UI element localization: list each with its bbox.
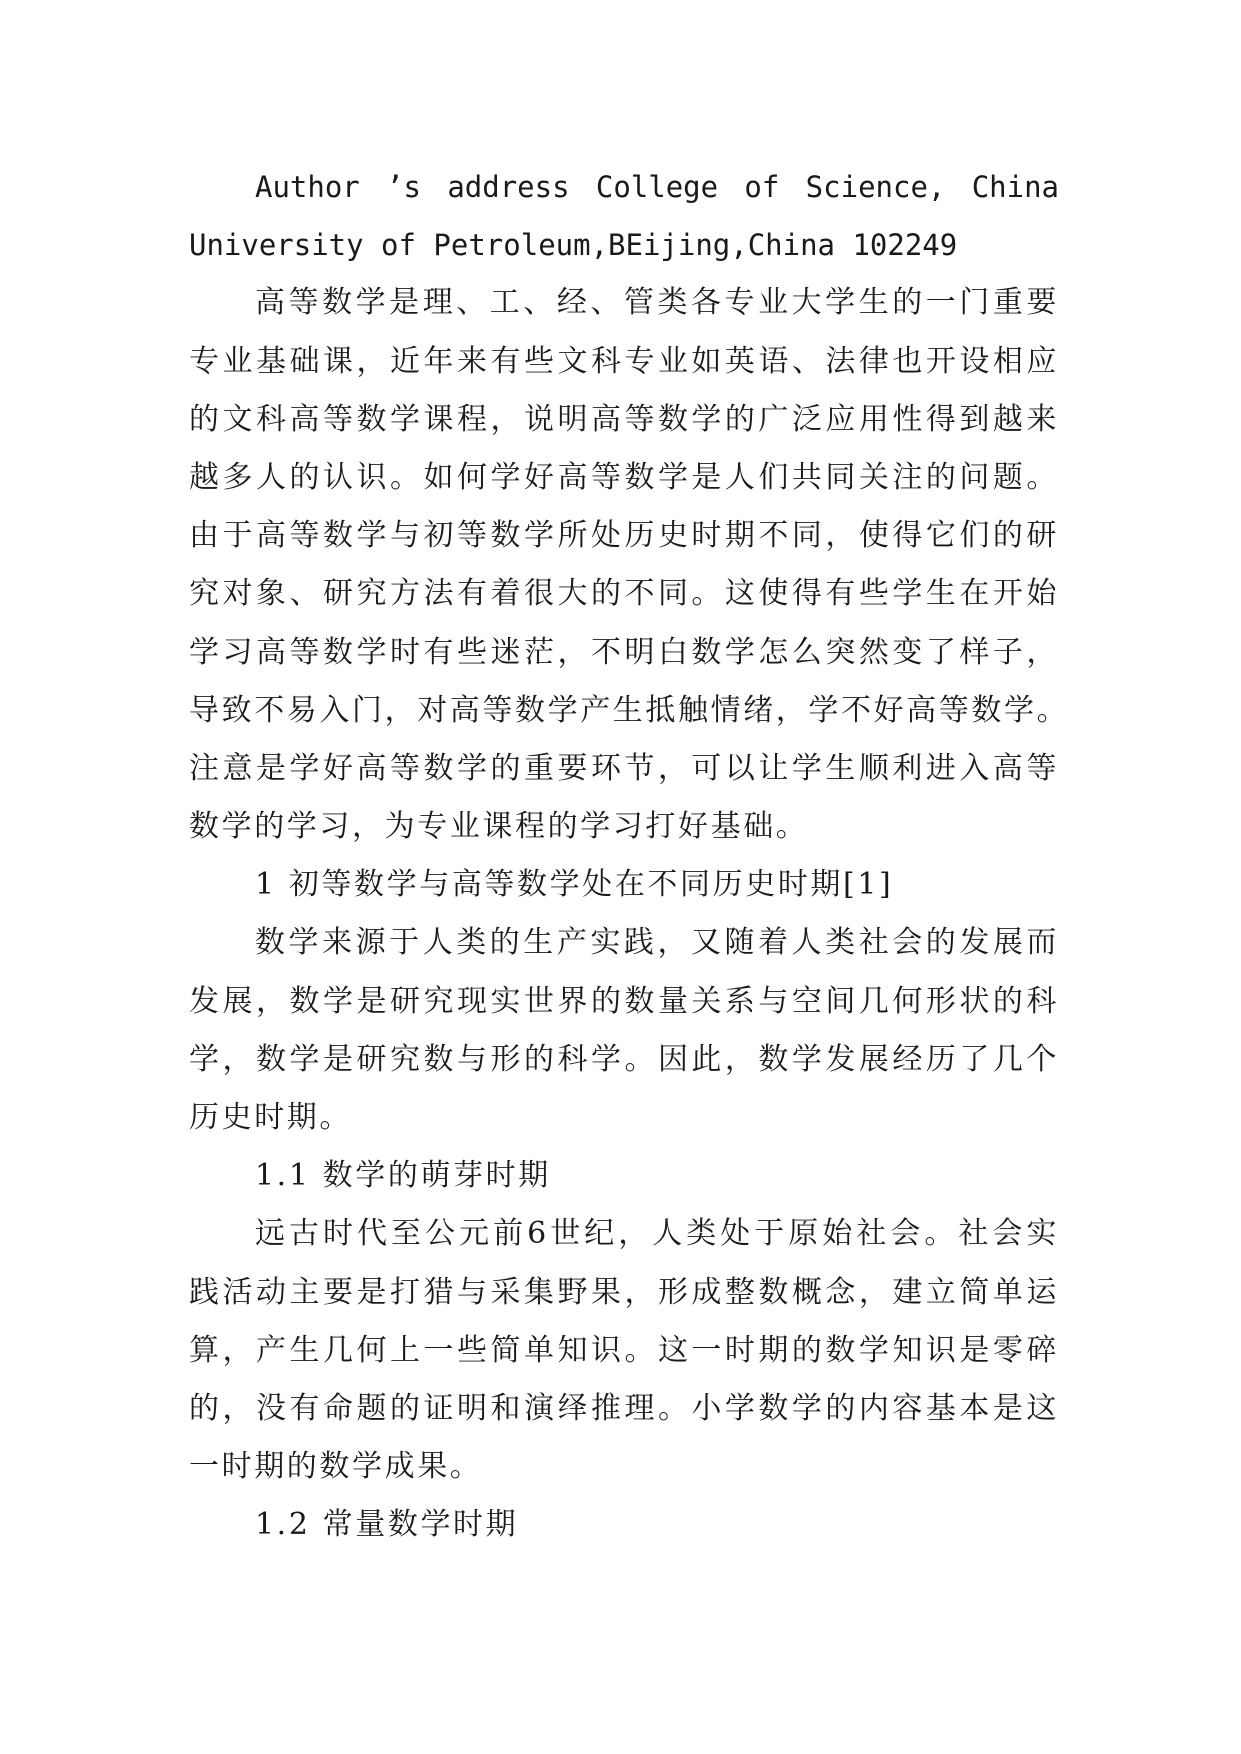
- paragraph-section1-1-line-4: 的，没有命题的证明和演绎推理。小学数学的内容基本是这: [189, 1390, 1059, 1426]
- section-heading-1: 1 初等数学与高等数学处在不同历史时期[1]: [255, 867, 894, 903]
- author-address-line-2: University of Petroleum,BEijing,China 102249: [189, 228, 958, 263]
- paragraph-intro-line-7: 学习高等数学时有些迷茫，不明白数学怎么突然变了样子，: [189, 634, 1059, 670]
- section-heading-1-2: 1.2 常量数学时期: [255, 1507, 519, 1543]
- paragraph-section1-1-line-1: 远古时代至公元前6世纪，人类处于原始社会。社会实: [255, 1216, 1059, 1252]
- paragraph-intro-line-4: 越多人的认识。如何学好高等数学是人们共同关注的问题。: [189, 459, 1059, 495]
- paragraph-section1-line-4: 历史时期。: [189, 1100, 352, 1135]
- paragraph-intro-line-1: 高等数学是理、工、经、管类各专业大学生的一门重要: [255, 285, 1059, 321]
- paragraph-intro-line-5: 由于高等数学与初等数学所处历史时期不同，使得它们的研: [189, 518, 1059, 554]
- paragraph-intro-line-2: 专业基础课，近年来有些文科专业如英语、法律也开设相应: [189, 343, 1059, 379]
- paragraph-intro-line-8: 导致不易入门，对高等数学产生抵触情绪，学不好高等数学。: [189, 692, 1070, 728]
- document-body: [189, 158, 1070, 1555]
- author-address-line-1: Author ’s address College of Science, China: [255, 170, 1059, 204]
- paragraph-section1-line-2: 发展，数学是研究现实世界的数量关系与空间几何形状的科: [189, 983, 1059, 1019]
- paragraph-section1-line-1: 数学来源于人类的生产实践，又随着人类社会的发展而: [255, 925, 1059, 961]
- paragraph-intro-line-10: 数学的学习，为专业课程的学习打好基础。: [189, 809, 809, 845]
- paragraph-section1-1-line-2: 践活动主要是打猎与采集野果，形成整数概念，建立简单运: [189, 1274, 1059, 1310]
- paragraph-section1-1-line-5: 一时期的数学成果。: [189, 1449, 483, 1485]
- paragraph-section1-line-3: 学，数学是研究数与形的科学。因此，数学发展经历了几个: [189, 1041, 1059, 1077]
- paragraph-intro-line-6: 究对象、研究方法有着很大的不同。这使得有些学生在开始: [189, 576, 1059, 612]
- paragraph-section1-1-line-3: 算，产生几何上一些简单知识。这一时期的数学知识是零碎: [189, 1332, 1059, 1368]
- paragraph-intro-line-3: 的文科高等数学课程，说明高等数学的广泛应用性得到越来: [189, 401, 1059, 437]
- section-heading-1-1: 1.1 数学的萌芽时期: [255, 1158, 551, 1194]
- paragraph-intro-line-9: 注意是学好高等数学的重要环节，可以让学生顺利进入高等: [189, 750, 1059, 786]
